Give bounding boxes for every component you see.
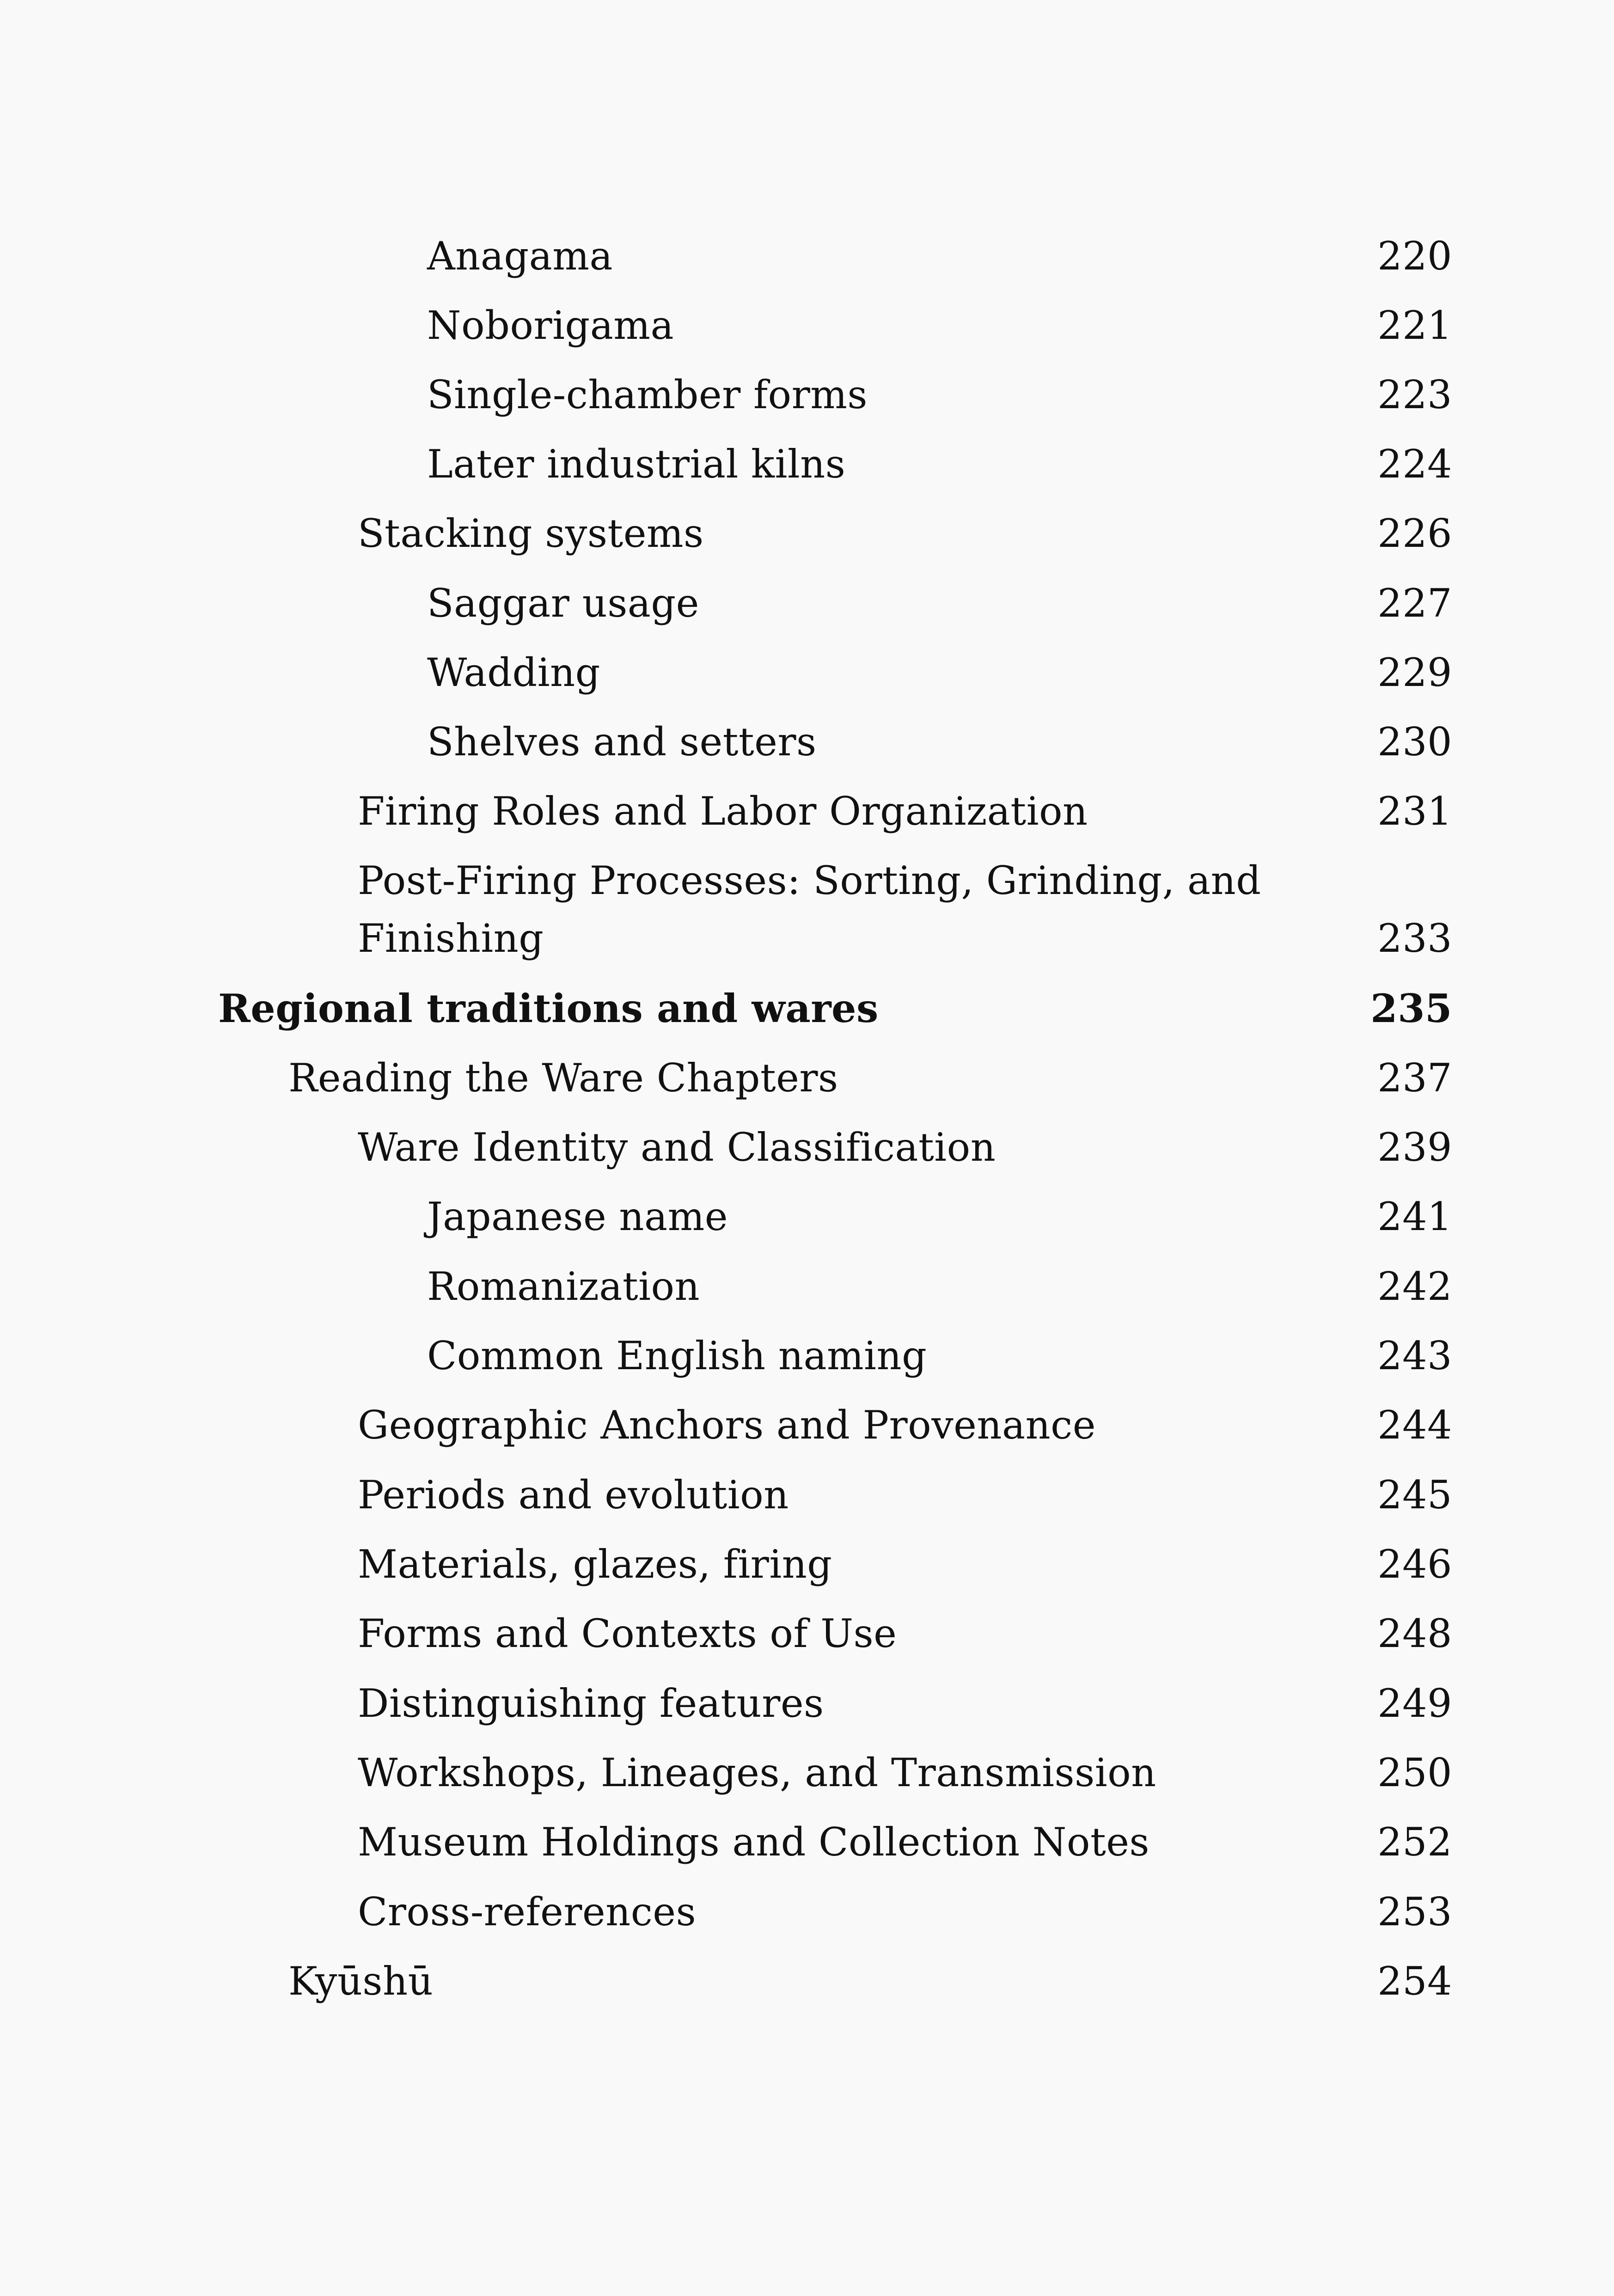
- toc-entry[interactable]: [427, 1188, 1452, 1246]
- toc-entry-page: 235: [1370, 986, 1452, 1031]
- toc-entry-title: Single-chamber forms: [427, 372, 868, 417]
- toc-entry-title: Forms and Contexts of Use: [358, 1611, 897, 1656]
- toc-entry-title: Kyūshū: [288, 1959, 434, 2004]
- toc-entry-page: 223: [1377, 372, 1452, 417]
- toc-entry-page: 233: [1377, 916, 1452, 961]
- toc-entry[interactable]: [358, 1883, 1452, 1941]
- toc-entry-page: 231: [1377, 789, 1452, 834]
- toc-entry-title: Cross-references: [358, 1889, 697, 1935]
- toc-entry[interactable]: [427, 713, 1452, 771]
- toc-entry-title: Stacking systems: [358, 511, 704, 556]
- toc-entry-title: Museum Holdings and Collection Notes: [358, 1819, 1150, 1865]
- toc-entry[interactable]: [288, 1953, 1452, 2010]
- toc-entry-title: Post-Firing Processes: Sorting, Grinding, and Finishing: [358, 858, 1261, 961]
- toc-entry-title: Workshops, Lineages, and Transmission: [358, 1750, 1156, 1795]
- toc-entry[interactable]: [288, 1049, 1452, 1107]
- toc-entry-page: 230: [1377, 719, 1452, 765]
- toc-entry-page: 229: [1377, 650, 1452, 695]
- toc-entry-page: 224: [1377, 441, 1452, 487]
- toc-entry-title: Japanese name: [427, 1194, 728, 1239]
- toc-entry-page: 221: [1377, 303, 1452, 348]
- toc-entry[interactable]: [427, 366, 1452, 424]
- toc-entry[interactable]: [358, 1536, 1452, 1593]
- toc-entry-page: 241: [1377, 1194, 1452, 1239]
- toc-entry-title: Ware Identity and Classification: [358, 1125, 996, 1170]
- toc-entry-page: 253: [1377, 1889, 1452, 1935]
- toc-entry[interactable]: [358, 1119, 1452, 1176]
- toc-entry-title: Anagama: [427, 233, 613, 279]
- toc-entry-page: 248: [1377, 1611, 1452, 1656]
- toc-entry-page: 226: [1377, 511, 1452, 556]
- toc-entry-page: 243: [1377, 1333, 1452, 1378]
- toc-entry-title: Periods and evolution: [358, 1472, 789, 1518]
- toc-entry[interactable]: [358, 1813, 1452, 1871]
- toc-entry-page: 220: [1377, 233, 1452, 279]
- toc-entry-page: 237: [1377, 1055, 1452, 1101]
- toc-entry[interactable]: [427, 435, 1452, 493]
- toc-entry-title: Distinguishing features: [358, 1681, 824, 1726]
- toc-entry[interactable]: [358, 505, 1452, 563]
- toc-entry-page: 254: [1377, 1959, 1452, 2004]
- toc-entry-title: Common English naming: [427, 1333, 927, 1378]
- toc-entry-page: 252: [1377, 1819, 1452, 1865]
- toc-entry-title: Noborigama: [427, 303, 674, 348]
- toc-entry-title: Materials, glazes, firing: [358, 1542, 832, 1587]
- toc-entry-page: 245: [1377, 1472, 1452, 1518]
- toc-entry-title: Geographic Anchors and Provenance: [358, 1402, 1096, 1448]
- toc-entry-title: Saggar usage: [427, 581, 699, 626]
- toc-entry[interactable]: [358, 1675, 1452, 1733]
- toc-entry[interactable]: [358, 852, 1452, 967]
- toc-entry-title: Regional traditions and wares: [218, 986, 879, 1031]
- toc-entry[interactable]: [358, 1605, 1452, 1663]
- toc-entry[interactable]: [427, 227, 1452, 285]
- toc-entry-title: Wadding: [427, 650, 600, 695]
- toc-entry-page: 249: [1377, 1681, 1452, 1726]
- toc-entry[interactable]: [358, 1396, 1452, 1454]
- toc-entry[interactable]: [427, 1258, 1452, 1316]
- toc-entry-page: 244: [1377, 1402, 1452, 1448]
- toc-entry-page: 242: [1377, 1264, 1452, 1309]
- toc-entry[interactable]: [427, 575, 1452, 632]
- toc-entry-title: Firing Roles and Labor Organization: [358, 789, 1088, 834]
- toc-entry-title: Later industrial kilns: [427, 441, 846, 487]
- toc-entry-page: 227: [1377, 581, 1452, 626]
- toc-entry[interactable]: [427, 1327, 1452, 1385]
- toc-part-heading[interactable]: [218, 980, 1452, 1037]
- toc-entry-title: Shelves and setters: [427, 719, 817, 765]
- toc-entry[interactable]: [358, 1744, 1452, 1802]
- toc-entry[interactable]: [358, 1466, 1452, 1524]
- toc-entry-page: 250: [1377, 1750, 1452, 1795]
- toc-entry-title: Reading the Ware Chapters: [288, 1055, 838, 1101]
- toc-entry[interactable]: [427, 644, 1452, 702]
- toc-entry-page: 246: [1377, 1542, 1452, 1587]
- toc-entry-page: 239: [1377, 1125, 1452, 1170]
- toc-entry[interactable]: [427, 297, 1452, 355]
- toc-entry[interactable]: [358, 783, 1452, 840]
- toc-entry-title: Romanization: [427, 1264, 700, 1309]
